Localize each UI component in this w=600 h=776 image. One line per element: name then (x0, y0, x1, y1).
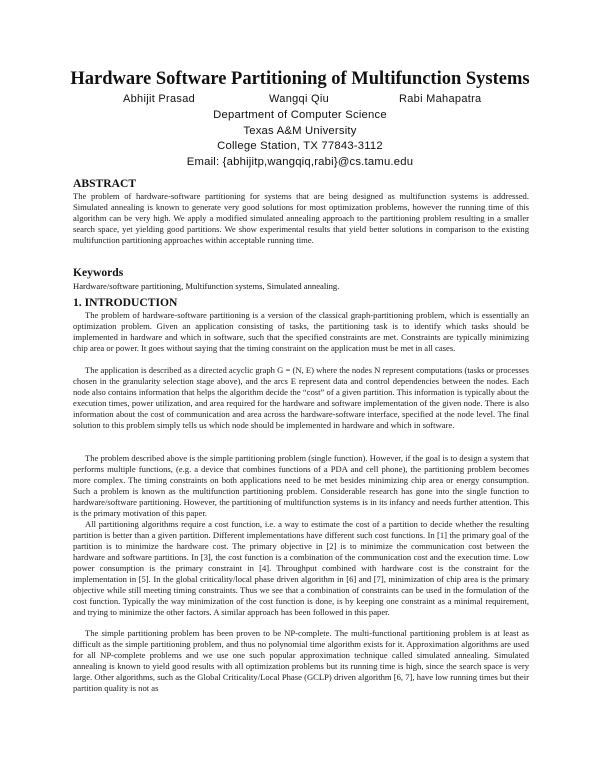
author-name: Wangqi Qiu (269, 93, 330, 105)
intro-paragraph: The application is described as a directed acyclic graph G = (N, E) where the nodes N represent computations (tasks or processes chosen in the granularity selection stage above), and the arcs E represent data and control dependencies between the nodes. Each node also contains information that helps the algorithm decide the “cost” of a given partition. This information is typically about the execution times, power utilization, and area required for the hardware and software implementation of the given node. There is also information about the cost of communication and area across the hardware-software interface, specified at the node level. The final solution to this problem simply tells us which node should be implemented in hardware and which in software. (73, 365, 529, 431)
abstract-text: The problem of hardware-software partitioning for systems that are being designed as multifunction systems is addressed. Simulated annealing is known to generate very good solutions for most optimization problems, however the running time of this algorithm can be very high. We apply a modified simulated annealing approach to the partitioning problem resulting in a smaller search space, yet yielding good partitions. We show experimental results that yield better solutions in comparison to the existing multifunction partitioning approaches within acceptable running time. (73, 191, 529, 246)
author-list (0, 93, 600, 109)
affiliation-university: Texas A&M University (243, 124, 357, 137)
author-name: Abhijit Prasad (123, 93, 196, 105)
intro-paragraph: All partitioning algorithms require a cost function, i.e. a way to estimate the cost of a partition to decide whether the resulting partition is better than a given partition. Different implementations have different such cost functions. In [1] the primary goal of the partition is to minimize the hardware cost. The primary objective in [2] is to minimize the communication cost between the hardware and software partitions. In [3], the cost function is a combination of the communication cost and the execution time. Low power consumption is the primary constraint in [4]. Throughput combined with hardware cost is the constraint for the implementation in [5]. In the global criticality/local phase driven algorithm in [6] and [7], minimization of chip area is the primary objective while still meeting timing constraints. Thus we see that a combination of constraints can be used in the formulation of the cost function. Typically the way minimization of the cost function is done, is by keeping one constraint as a minimal requirement, and trying to minimize the other factors. A similar approach has been followed in this paper. (73, 519, 529, 618)
author-name: Rabi Mahapatra (399, 93, 482, 105)
affiliation-department: Department of Computer Science (213, 109, 387, 121)
keywords-text: Hardware/software partitioning, Multifunction systems, Simulated annealing. (73, 281, 340, 291)
intro-paragraph: The problem of hardware-software partitioning is a version of the classical graph-partitioning problem, which is essentially an optimization problem. Given an application consisting of tasks, the partitioning task is to identify which tasks should be implemented in hardware and which in software, such that the specified constraints are met. Constraints are typically minimizing chip area or power. It goes without saying that the timing constraint on the application must be met in all cases. (73, 310, 529, 354)
affiliation-email: Email: {abhijitp,wangqiq,rabi}@cs.tamu.edu (186, 155, 414, 168)
affiliation-block (0, 108, 600, 170)
introduction-heading: 1. INTRODUCTION (73, 296, 178, 309)
affiliation-address: College Station, TX 77843-3112 (217, 140, 383, 153)
intro-paragraph: The simple partitioning problem has been proven to be NP-complete. The multi-functional partitioning problem is at least as difficult as the simple partitioning problem, and thus no polynomial time algorithm exists for it. Approximation algorithms are used for all NP-complete problems and we use one such popular approximation technique called simulated annealing. Simulated annealing is known to yield good results with all optimization problems but its running time is high, since the search space is very large. Other algorithms, such as the Global Criticality/Local Phase (GCLP) driven algorithm [6, 7], have low running times but their partition quality is not as (73, 628, 529, 694)
intro-paragraph: The problem described above is the simple partitioning problem (single function). However, if the goal is to design a system that performs multiple functions, (e.g. a device that combines functions of a PDA and cell phone), the partitioning problem becomes more complex. The timing constraints on both applications need to be met besides minimizing chip area or energy consumption. Such a problem is known as the multifunction partitioning problem. Considerable research has gone into the single function to hardware/software partitioning. However, the partitioning of multifunction systems is in its infancy and needs further attention. This is the primary motivation of this paper. (73, 453, 529, 519)
paper-title: Hardware Software Partitioning of Multifunction Systems (70, 69, 530, 89)
abstract-heading: ABSTRACT (73, 177, 137, 190)
keywords-heading: Keywords (73, 266, 124, 279)
